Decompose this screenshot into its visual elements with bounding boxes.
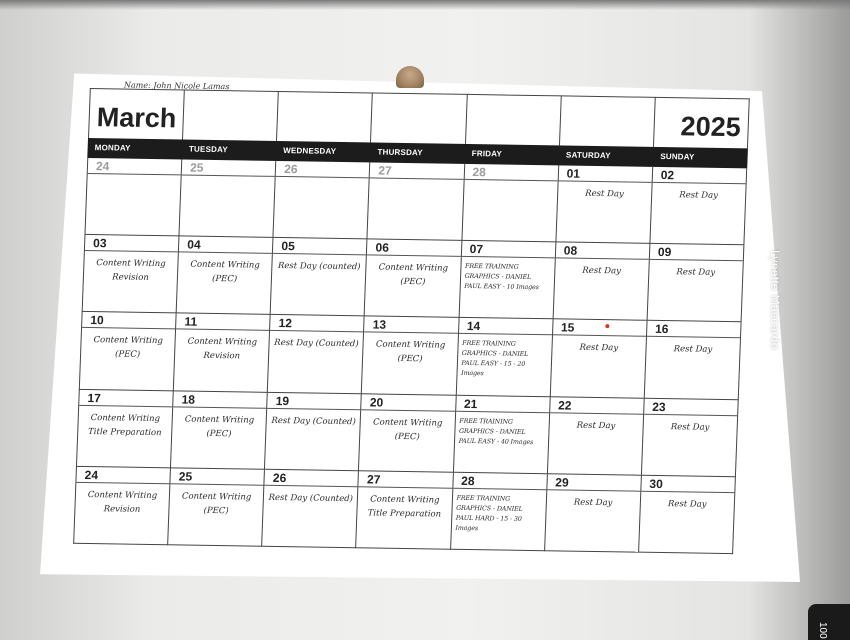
day-note: Rest Day (676, 267, 716, 279)
day-number-divider (556, 258, 649, 260)
day-number: 27 (378, 163, 392, 178)
day-number: 24 (84, 467, 99, 482)
day-note: Content Writing Title Preparation (87, 412, 162, 438)
day-note: FREE TRAINING GRAPHICS - DANIEL PAUL EASY - 10 Images (464, 263, 539, 292)
day-number: 25 (189, 160, 204, 175)
day-cell (168, 468, 265, 547)
day-note: Content Writing Revision (187, 336, 258, 362)
day-note: Content Writing (PEC) (378, 262, 449, 288)
day-number: 17 (87, 390, 102, 405)
day-number: 19 (275, 393, 290, 408)
day-number: 21 (463, 396, 478, 411)
day-number-divider (173, 406, 266, 408)
day-number-divider (267, 407, 360, 409)
day-number-divider (273, 253, 366, 255)
day-number-divider (176, 329, 269, 331)
day-cell (650, 167, 747, 246)
day-note (280, 182, 365, 183)
day-note: Rest Day (584, 188, 624, 200)
day-note: Content Writing Revision (96, 258, 166, 284)
day-note: Content Writing (PEC) (181, 491, 252, 517)
corner-badge-label: 100 (817, 622, 828, 639)
day-number-divider (367, 255, 460, 257)
day-cell (262, 470, 359, 549)
day-cell (174, 314, 271, 393)
day-note (92, 179, 177, 180)
hanging-hook (396, 66, 424, 88)
day-cell (639, 476, 736, 555)
day-number-divider (276, 176, 369, 178)
day-note: Rest Day (counted) (277, 261, 361, 273)
day-note: Rest Day (Counted) (274, 338, 359, 350)
day-cell (362, 317, 459, 396)
day-cell (171, 391, 268, 470)
day-number-divider (650, 259, 743, 261)
day-cell (642, 398, 739, 477)
day-cell (453, 395, 550, 474)
day-number: 14 (466, 319, 481, 334)
day-number: 24 (95, 159, 110, 174)
title-cell (371, 92, 467, 143)
day-note: FREE TRAINING GRAPHICS - DANIEL PAUL EASY - 40 Images (458, 417, 534, 446)
day-number-divider (461, 256, 554, 258)
day-number: 28 (472, 165, 487, 180)
weekday-label: FRIDAY (471, 149, 503, 159)
day-number: 03 (92, 236, 107, 251)
day-number-divider (76, 482, 169, 484)
day-number: 16 (654, 322, 669, 337)
title-cell (560, 95, 656, 146)
day-number: 11 (184, 314, 198, 330)
week-row (73, 467, 736, 555)
day-cell (79, 312, 177, 391)
calendar-page (73, 80, 750, 554)
day-cell (271, 238, 368, 317)
week-row (84, 158, 747, 246)
day-cell (553, 243, 650, 322)
day-number: 26 (283, 162, 298, 177)
day-cell (76, 389, 174, 468)
day-note: Content Writing Title Preparation (367, 494, 442, 520)
day-number-divider (79, 404, 172, 406)
day-number: 22 (557, 398, 572, 413)
day-note: Content Writing (PEC) (93, 335, 164, 361)
day-note: FREE TRAINING GRAPHICS - DANIEL PAUL HARD - 15 - 30 Images (455, 494, 523, 532)
week-row (76, 389, 739, 477)
day-cell (459, 241, 556, 320)
day-number-divider (453, 488, 546, 490)
day-note: Rest Day (573, 497, 613, 509)
day-number: 26 (272, 470, 287, 485)
day-cell (265, 392, 362, 471)
day-number: 23 (652, 399, 666, 414)
day-number-divider (171, 483, 264, 485)
day-cell (550, 320, 647, 399)
day-cell (545, 474, 642, 553)
day-note: Rest Day (Counted) (268, 492, 354, 504)
day-number-divider (464, 179, 557, 181)
weekday-label: TUESDAY (188, 144, 229, 155)
day-number-divider (362, 409, 455, 411)
title-cell (277, 91, 373, 142)
day-number: 04 (187, 237, 201, 252)
day-note (186, 181, 271, 182)
day-number-divider (82, 327, 175, 329)
day-cell (274, 161, 371, 240)
day-note: Rest Day (667, 498, 707, 510)
day-note: Rest Day (679, 190, 719, 201)
day-number: 10 (90, 313, 104, 328)
day-number: 29 (555, 475, 569, 490)
day-note: Rest Day (579, 343, 619, 354)
day-cell (368, 162, 465, 241)
day-cell (357, 471, 454, 550)
title-cell (466, 94, 562, 145)
day-number: 25 (178, 469, 193, 484)
day-cell (556, 165, 653, 244)
day-number-divider (182, 174, 275, 176)
day-cell (365, 240, 462, 319)
day-note: Content Writing (PEC) (184, 414, 255, 439)
day-number: 20 (369, 395, 384, 410)
day-number-divider (85, 250, 178, 252)
day-cell (268, 315, 365, 394)
day-number-divider (370, 177, 463, 179)
day-cell (180, 159, 277, 238)
day-number: 06 (375, 240, 390, 255)
day-note: Rest Day (670, 421, 710, 433)
day-number: 27 (366, 472, 381, 487)
year-title: 2025 (680, 111, 742, 143)
day-cell (462, 164, 559, 243)
day-number-divider (265, 485, 358, 487)
day-cell (73, 467, 171, 546)
day-cell (548, 397, 645, 476)
day-number: 28 (460, 473, 475, 488)
day-number-divider (270, 330, 363, 332)
day-note: Rest Day (576, 420, 616, 431)
day-number-divider (558, 180, 651, 182)
name-line: Name: John Nicole Lamas (123, 80, 230, 92)
day-number: 13 (372, 317, 387, 333)
day-number-divider (364, 332, 457, 334)
day-note: Content Writing Revision (87, 489, 158, 515)
day-note: Content Writing (PEC) (375, 339, 446, 365)
day-number-divider (179, 252, 272, 254)
day-number-divider (553, 335, 646, 337)
day-note: Rest Day (Counted) (271, 415, 356, 427)
day-number-divider (652, 182, 745, 184)
day-number-divider (550, 412, 643, 414)
week-row (79, 312, 742, 400)
day-number-divider (359, 486, 452, 488)
day-cell (177, 237, 274, 316)
week-row (82, 235, 745, 323)
weekday-label: THURSDAY (377, 147, 423, 158)
day-note: Content Writing (PEC) (372, 417, 443, 442)
day-number: 09 (657, 245, 672, 260)
day-cell (82, 235, 180, 314)
day-cell (84, 158, 182, 237)
day-number: 01 (566, 166, 581, 181)
day-note (374, 183, 459, 184)
day-number-divider (547, 489, 640, 491)
day-number: 05 (281, 239, 296, 254)
top-shadow (0, 0, 850, 10)
day-number: 07 (469, 242, 484, 257)
weekday-label: MONDAY (94, 143, 131, 153)
day-cell (359, 394, 456, 473)
day-note: FREE TRAINING GRAPHICS - DANIEL PAUL EASY - 15 - 20 Images (460, 340, 529, 378)
day-note: Content Writing (PEC) (190, 259, 260, 285)
corner-badge (808, 604, 850, 640)
day-number-divider (459, 333, 552, 335)
day-note (468, 185, 553, 186)
day-number-divider (88, 173, 181, 175)
day-note: Rest Day (582, 265, 622, 277)
day-note: Rest Day (673, 344, 713, 356)
day-number: 30 (649, 476, 664, 491)
day-cell (456, 318, 553, 397)
calendar-grid (73, 158, 747, 554)
day-cell (647, 244, 744, 323)
title-cell (183, 89, 279, 140)
day-cell (645, 321, 742, 400)
day-number-divider (641, 491, 734, 493)
weekday-label: WEDNESDAY (283, 146, 337, 156)
day-number-divider (456, 410, 549, 412)
day-number-divider (647, 336, 740, 338)
day-number: 15 (560, 320, 575, 336)
day-number: 08 (563, 243, 578, 258)
weekday-label: SUNDAY (660, 151, 695, 162)
day-number-divider (644, 413, 737, 415)
month-title: March (96, 102, 177, 134)
day-number: 02 (660, 167, 675, 183)
day-number: 12 (278, 316, 293, 331)
day-cell (451, 473, 548, 552)
day-number: 18 (181, 392, 196, 407)
weekday-label: SATURDAY (565, 150, 611, 161)
watermark-text: Lynette Mascardo (768, 250, 782, 350)
